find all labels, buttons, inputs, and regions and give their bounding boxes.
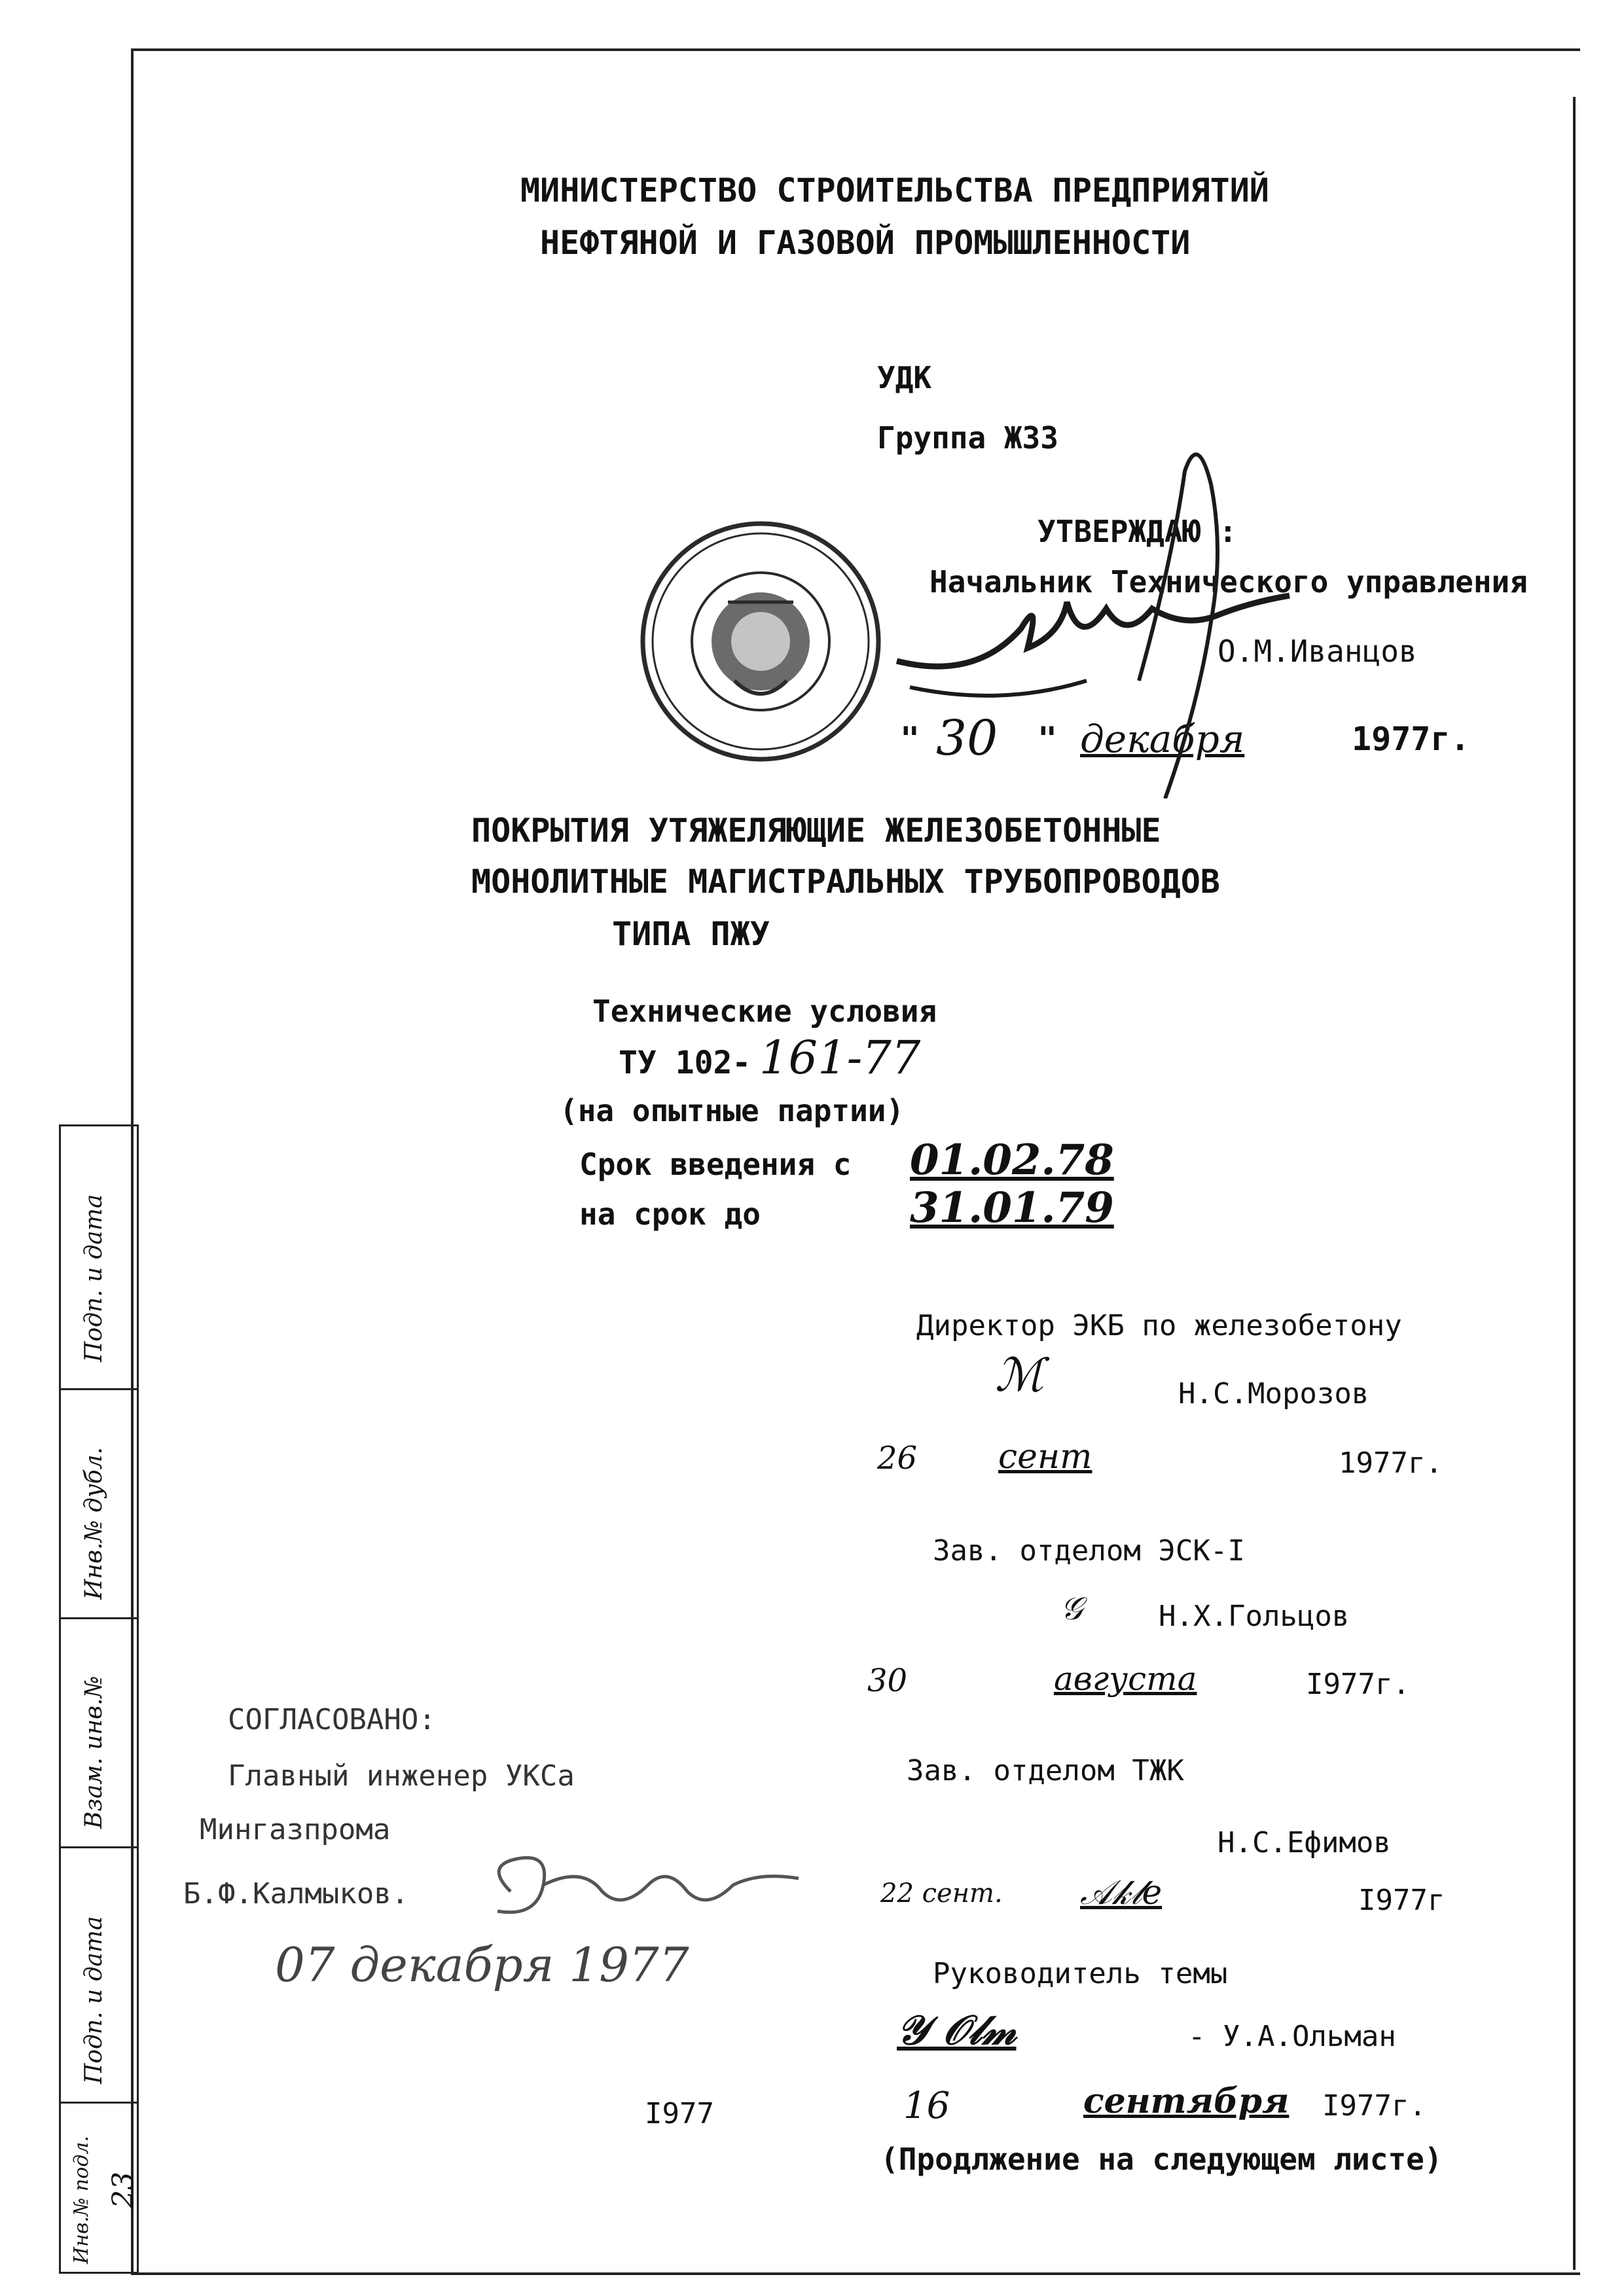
signer-4-month: сентября	[1083, 2081, 1290, 2121]
signer-2-day: 30	[867, 1662, 908, 1699]
sidebar-number: 23	[107, 2172, 140, 2208]
spec-code-handwritten: 161-77	[759, 1031, 921, 1085]
sidebar-label: Инв.№ дубл.	[81, 1446, 107, 1600]
page-frame-right	[1573, 97, 1576, 2270]
official-seal-stamp	[636, 517, 885, 766]
continuation-note: (Продлжение на следующем листе)	[880, 2142, 1443, 2177]
spec-heading: Технические условия	[592, 994, 937, 1029]
signer-1-signature: ℳ	[995, 1348, 1044, 1402]
sidebar-cell	[61, 1388, 137, 1617]
signer-4-position: Руководитель темы	[933, 1957, 1228, 1990]
signer-3-year: I977г	[1358, 1884, 1445, 1917]
signer-1-month: сент	[998, 1437, 1092, 1477]
title-line-2: МОНОЛИТНЫЕ МАГИСТРАЛЬНЫХ ТРУБОПРОВОДОВ	[471, 863, 1220, 901]
sidebar-cell	[61, 1617, 137, 1846]
sidebar-cell	[61, 1846, 137, 2102]
agreed-name: Б.Ф.Калмыков.	[183, 1877, 409, 1910]
title-line-3: ТИПА ПЖУ	[612, 915, 770, 953]
sidebar-label: Подп. и дата	[81, 1916, 107, 2084]
approval-header: УТВЕРЖДАЮ :	[1038, 514, 1237, 549]
agreed-signature	[471, 1846, 812, 1937]
signer-3-day: 22 сент.	[880, 1878, 1003, 1909]
signer-1-position: Директор ЭКБ по железобетону	[916, 1309, 1402, 1342]
agreed-position-line-2: Мингазпрома	[200, 1813, 391, 1846]
signer-3-position: Зав. отделом ТЖК	[907, 1754, 1184, 1787]
signer-3-name: Н.С.Ефимов	[1218, 1826, 1391, 1859]
signer-2-signature: 𝒢	[1060, 1590, 1083, 1627]
signer-1-year: 1977г.	[1339, 1446, 1443, 1480]
agreed-header: СОГЛАСОВАНО:	[228, 1703, 436, 1736]
title-line-1: ПОКРЫТИЯ УТЯЖЕЛЯЮЩИЕ ЖЕЛЕЗОБЕТОННЫЕ	[471, 812, 1161, 850]
signer-2-name: Н.Х.Гольцов	[1159, 1600, 1350, 1633]
approval-date-quote-open: "	[900, 720, 920, 758]
agreed-position-line-1: Главный инженер УКСа	[228, 1759, 575, 1793]
approval-date-quote-close: "	[1038, 720, 1058, 758]
sidebar-label: Подп. и дата	[81, 1194, 107, 1362]
agreed-date-handwritten: 07 декабря 1977	[275, 1937, 689, 1992]
approval-date-year: 1977г.	[1352, 720, 1470, 758]
spec-until-label: на срок до	[579, 1196, 761, 1232]
signer-1-name: Н.С.Морозов	[1178, 1377, 1369, 1410]
approval-date-month: декабря	[1080, 717, 1245, 761]
signer-4-name: - У.А.Ольман	[1188, 2020, 1396, 2053]
approval-signature	[871, 432, 1329, 798]
group-label: Группа Ж33	[877, 420, 1058, 456]
spec-code-prefix: ТУ 102-	[619, 1045, 751, 1081]
spec-intro-date: 01.02.78	[910, 1136, 1114, 1185]
spec-until-date: 31.01.79	[910, 1183, 1114, 1232]
ministry-line-2: НЕФТЯНОЙ И ГАЗОВОЙ ПРОМЫШЛЕННОСТИ	[540, 224, 1191, 262]
signer-2-month: августа	[1054, 1660, 1197, 1698]
signer-1-day: 26	[877, 1440, 918, 1477]
sidebar-label: Инв.№ подл.	[70, 2136, 93, 2264]
archive-sidebar	[59, 1124, 139, 2274]
document-year: I977	[645, 2097, 714, 2130]
signer-2-year: I977г.	[1306, 1668, 1410, 1701]
udk-label: УДК	[877, 360, 932, 395]
signer-4-day: 16	[903, 2085, 950, 2127]
sidebar-cell	[61, 2102, 140, 2270]
approval-position: Начальник Технического управления	[929, 564, 1528, 600]
signer-2-position: Зав. отделом ЭСК-I	[933, 1534, 1245, 1568]
signer-4-signature: 𝒴 𝒪𝓁𝓂	[897, 2006, 1017, 2054]
approval-name: О.М.Иванцов	[1218, 634, 1417, 669]
signer-3-signature: 𝒜𝓀𝓁𝑒	[1080, 1873, 1163, 1912]
spec-note: (на опытные партии)	[560, 1093, 905, 1128]
ministry-line-1: МИНИСТЕРСТВО СТРОИТЕЛЬСТВА ПРЕДПРИЯТИЙ	[520, 171, 1269, 209]
spec-intro-label: Срок введения с	[579, 1147, 852, 1182]
signer-4-year: I977г.	[1322, 2089, 1426, 2123]
sidebar-cell	[61, 1126, 137, 1388]
approval-date-day: 30	[936, 710, 998, 766]
sidebar-label: Взам. инв.№	[81, 1676, 107, 1829]
